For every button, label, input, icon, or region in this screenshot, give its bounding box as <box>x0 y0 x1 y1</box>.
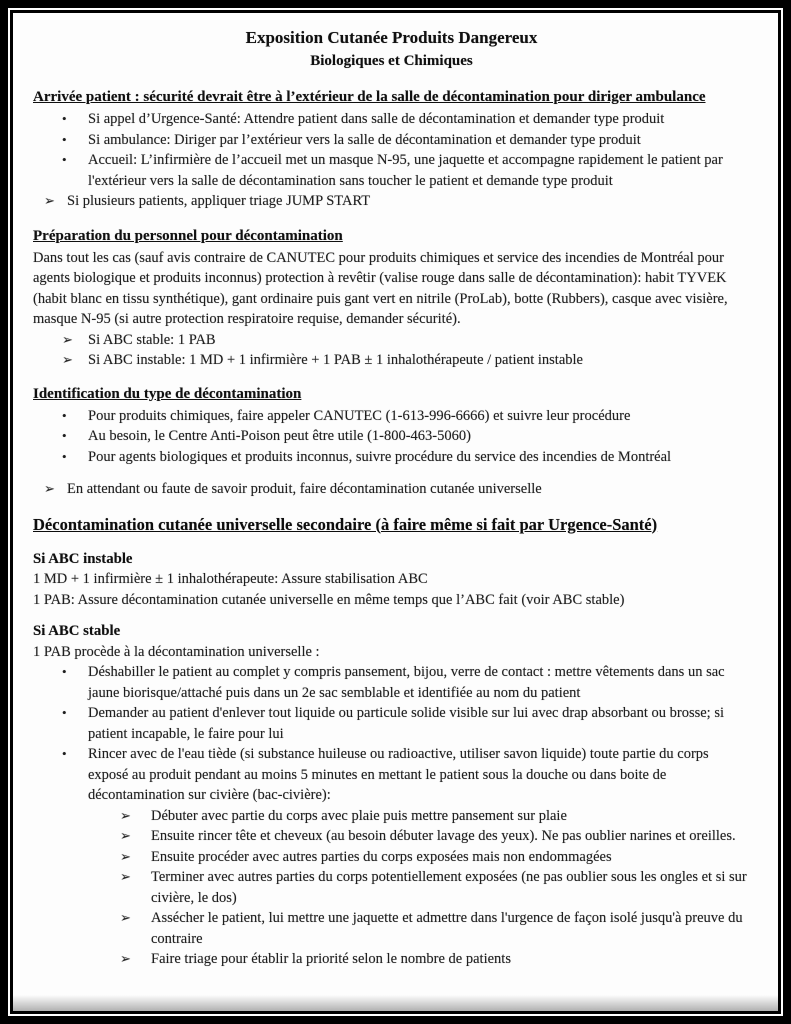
list-item-text: Pour produits chimiques, faire appeler CANUTEC (1-613-996-6666) et suivre leur procédure <box>88 407 631 424</box>
bullet-icon: • <box>62 746 67 761</box>
sub-arrow-text: Assécher le patient, lui mettre une jaquette et admettre dans l'urgence de façon isolé jusqu'à preuve du contraire <box>151 910 743 947</box>
sub-arrow-item <box>120 847 750 868</box>
arrow-item <box>62 330 750 351</box>
bullet-icon: • <box>62 407 67 423</box>
sub-arrow-item <box>120 826 750 847</box>
spacer <box>33 212 750 226</box>
list-item <box>62 447 750 468</box>
list-item-text: Accueil: L’infirmière de l’accueil met un masque N-95, une jaquette et accompagne rapidement le patient par l'extérieur vers la salle de décontamination sans toucher le patient et demande type produit <box>88 152 723 189</box>
arrow-note <box>44 479 750 500</box>
subsection-abc-instable <box>33 549 750 611</box>
arrowhead-icon: ➢ <box>120 828 131 843</box>
arrow-item-text: Si ABC instable: 1 MD + 1 infirmière + 1 PAB ± 1 inhalothérapeute / patient instable <box>88 352 583 368</box>
subsection-abc-stable <box>33 621 750 970</box>
spacer <box>33 72 750 87</box>
abc-instable-heading: Si ABC instable <box>33 550 133 567</box>
list-item-text: Déshabiller le patient au complet y compris pansement, bijou, verre de contact : mettre vêtements dans un sac jaune biorisque/attaché puis dans un 2e sac semblable et identifiée au nom du patient <box>88 664 725 701</box>
arrowhead-icon: ➢ <box>120 910 131 925</box>
arrow-note <box>44 191 750 212</box>
document-frame <box>8 8 783 1016</box>
arrowhead-icon: ➢ <box>62 352 73 367</box>
doc-title: Exposition Cutanée Produits Dangereux <box>245 28 538 47</box>
abc-instable-line: 1 MD + 1 infirmière ± 1 inhalothérapeute: Assure stabilisation ABC <box>33 571 428 587</box>
sub-arrow-text: Terminer avec autres parties du corps potentiellement exposées (ne pas oublier sous les ongles et si sur civière, le dos) <box>151 869 747 906</box>
section-arrivee-patient <box>33 87 750 212</box>
arrowhead-icon: ➢ <box>120 848 131 864</box>
identification-heading: Identification du type de décontamination <box>33 385 302 402</box>
sub-arrow-text: Faire triage pour établir la priorité selon le nombre de patients <box>151 951 511 967</box>
spacer <box>33 371 750 384</box>
list-item-text: Pour agents biologiques et produits inconnus, suivre procédure du service des incendies de Montréal <box>88 448 672 465</box>
section-decontamination-universelle <box>33 512 750 970</box>
sub-arrow-text: Ensuite procéder avec autres parties du corps exposées mais non endommagées <box>151 848 612 865</box>
sub-arrow-text: Ensuite rincer tête et cheveux (au besoin débuter lavage des yeux). Ne pas oublier narines et oreilles. <box>151 828 736 844</box>
arrowhead-icon: ➢ <box>120 951 131 966</box>
bullet-icon: • <box>62 664 67 679</box>
list-item <box>62 130 750 151</box>
section-identification-type <box>33 384 750 500</box>
arrowhead-icon: ➢ <box>120 869 131 884</box>
abc-instable-line: 1 PAB: Assure décontamination cutanée universelle en même temps que l’ABC fait (voir ABC stable) <box>33 591 625 608</box>
preparation-heading: Préparation du personnel pour décontamination <box>33 227 343 244</box>
list-item <box>62 150 750 191</box>
bullet-icon: • <box>62 152 67 167</box>
arrowhead-icon: ➢ <box>62 331 73 347</box>
sub-arrow-item <box>120 908 750 949</box>
list-item <box>62 426 750 447</box>
list-item-text: Si ambulance: Diriger par l’extérieur vers la salle de décontamination et demander type produit <box>88 131 641 148</box>
arrow-note-text: Si plusieurs patients, appliquer triage JUMP START <box>67 193 371 209</box>
abc-stable-heading: Si ABC stable <box>33 623 121 639</box>
list-item-text: Si appel d’Urgence-Santé: Attendre patient dans salle de décontamination et demander type produit <box>88 111 665 127</box>
bullet-icon: • <box>62 705 67 720</box>
bullet-icon: • <box>62 428 67 443</box>
list-item <box>62 744 750 806</box>
spacer <box>33 537 750 549</box>
bullet-icon: • <box>62 131 67 147</box>
arrow-item <box>62 350 750 371</box>
sub-arrow-item <box>120 867 750 908</box>
spacer <box>33 500 750 512</box>
list-item <box>62 662 750 703</box>
doc-subtitle: Biologiques et Chimiques <box>310 53 473 69</box>
abc-stable-intro: 1 PAB procède à la décontamination universelle : <box>33 643 320 660</box>
spacer <box>33 610 750 621</box>
section-preparation-personnel <box>33 226 750 371</box>
sub-arrow-item <box>120 949 750 970</box>
universal-heading: Décontamination cutanée universelle secondaire (à faire même si fait par Urgence-Santé) <box>33 514 658 534</box>
arrow-item-text: Si ABC stable: 1 PAB <box>88 331 216 348</box>
bullet-icon: • <box>62 111 67 126</box>
preparation-paragraph: Dans tout les cas (sauf avis contraire de CANUTEC pour produits chimiques et service des incendies de Montréal pour agents biologique et produits inconnus) protection à revêtir (valise rouge dans salle de décontamination): habit TYVEK (habit blanc en tissu synthétique), gant ordinaire puis gant vert en nitrile (ProLab), botte (Rubbers), casque avec visière, masque N-95 (si autre protection respiratoire requise, demander sécurité). <box>33 249 728 327</box>
bullet-icon: • <box>62 448 67 464</box>
sub-arrow-text: Débuter avec partie du corps avec plaie puis mettre pansement sur plaie <box>151 807 567 824</box>
arrowhead-icon: ➢ <box>120 807 131 823</box>
arrivee-heading: Arrivée patient : sécurité devrait être à l’extérieur de la salle de décontamination pour diriger ambulance <box>33 89 706 105</box>
arrow-note-text: En attendant ou faute de savoir produit, faire décontamination cutanée universelle <box>67 481 542 497</box>
list-item-text: Au besoin, le Centre Anti-Poison peut être utile (1-800-463-5060) <box>88 428 471 444</box>
arrowhead-icon: ➢ <box>44 193 55 208</box>
sub-arrow-item <box>120 806 750 827</box>
list-item <box>62 109 750 130</box>
list-item-text: Rincer avec de l'eau tiède (si substance huileuse ou radioactive, utiliser savon liquide) toute partie du corps exposé au produit pendant au moins 5 minutes en mettant le patient sous la douche ou dans boite de décontamination sur civière (bac-civière): <box>88 746 709 803</box>
arrowhead-icon: ➢ <box>44 481 55 496</box>
list-item <box>62 703 750 744</box>
document-content <box>13 13 778 1011</box>
list-item <box>62 406 750 427</box>
spacer <box>33 467 750 479</box>
list-item-text: Demander au patient d'enlever tout liquide ou particule solide visible sur lui avec drap absorbant ou brosse; si patient incapable, le faire pour lui <box>88 705 725 742</box>
